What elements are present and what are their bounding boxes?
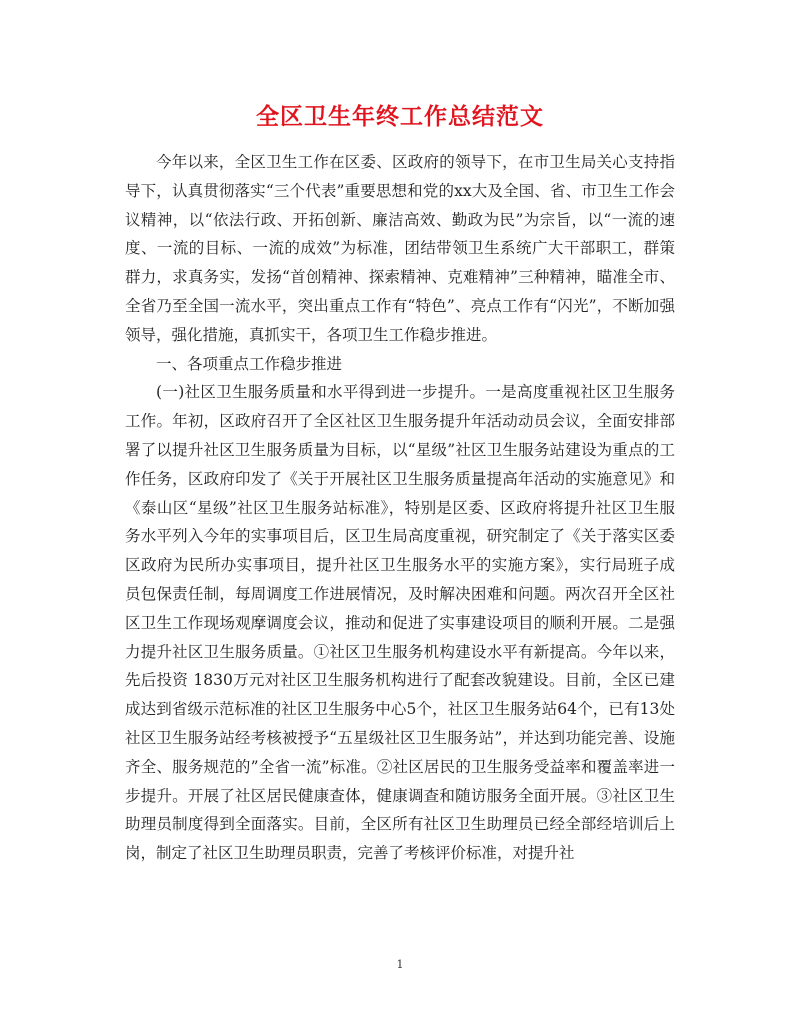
document-title: 全区卫生年终工作总结范文	[256, 103, 544, 130]
section-heading: 一、各项重点工作稳步推进	[156, 354, 343, 373]
page-number: 1	[396, 958, 404, 971]
intro-paragraph: 今年以来，全区卫生工作在区委、区政府的领导下，在市卫生局关心支持指导下，认真贯彻落实“三个代表”重要思想和党的xx大及全国、省、市卫生工作会议精神，以“依法行政、开拓创新、廉洁高效、勤政为民”为宗旨，以“一流的速度、一流的目标、一流的成效”为标准，团结带领卫生系统广大干部职工，群策群力，求真务实，发扬“首创精神、探索精神、克难精神”三种精神，瞄准全市、全省乃至全国一流水平，突出重点工作有“特色”、亮点工作有“闪光”，不断加强领导，强化措施，真抓实干，各项卫生工作稳步推进。	[125, 153, 675, 344]
document-body	[125, 148, 675, 868]
body-paragraph: (一)社区卫生服务质量和水平得到进一步提升。一是高度重视社区卫生服务工作。年初，区政府召开了全区社区卫生服务提升年活动动员会议，全面安排部署了以提升社区卫生服务质量为目标，以“星级”社区卫生服务站建设为重点的工作任务，区政府印发了《关于开展社区卫生服务质量提高年活动的实施意见》和《泰山区“星级”社区卫生服务站标准》，特别是区委、区政府将提升社区卫生服务水平列入今年的实事项目后，区卫生局高度重视，研究制定了《关于落实区委区政府为民所办实事项目，提升社区卫生服务水平的实施方案》，实行局班子成员包保责任制，每周调度工作进展情况，及时解决困难和问题。两次召开全区社区卫生工作现场观摩调度会议，推动和促进了实事建设项目的顺利开展。二是强力提升社区卫生服务质量。①社区卫生服务机构建设水平有新提高。今年以来，先后投资 1830万元对社区卫生服务机构进行了配套改貌建设。目前，全区已建成达到省级示范标准的社区卫生服务中心5个，社区卫生服务站64个，已有13处社区卫生服务站经考核被授予“五星级社区卫生服务站”，并达到功能完善、设施齐全、服务规范的”全省一流”标准。②社区居民的卫生服务受益率和覆盖率进一步提升。开展了社区居民健康查体，健康调查和随访服务全面开展。③社区卫生助理员制度得到全面落实。目前，全区所有社区卫生助理员已经全部经培训后上岗，制定了社区卫生助理员职责，完善了考核评价标准，对提升社	[125, 383, 675, 863]
